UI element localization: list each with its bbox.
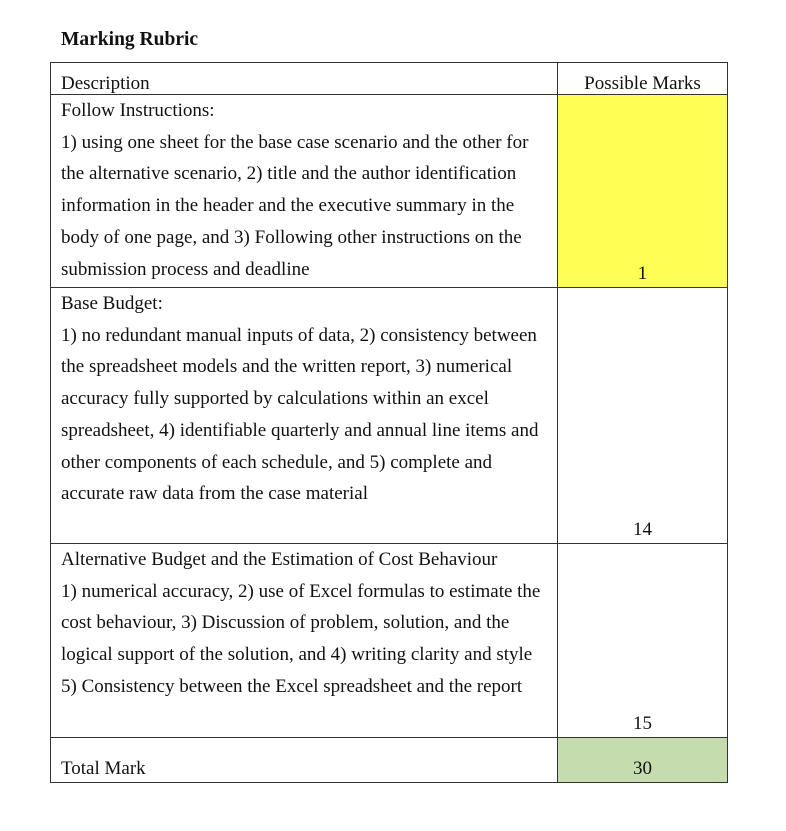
criterion-title: Follow Instructions: bbox=[61, 100, 215, 121]
criterion-description bbox=[51, 544, 558, 738]
criterion-marks-cell bbox=[558, 544, 728, 738]
rubric-heading: Marking Rubric bbox=[61, 29, 199, 50]
criterion-description bbox=[51, 95, 558, 288]
total-marks-value: 30 bbox=[633, 758, 652, 779]
marking-rubric-table bbox=[50, 62, 728, 783]
criterion-title: Alternative Budget and the Estimation of Cost Behaviour bbox=[61, 549, 498, 570]
criterion-details: 1) no redundant manual inputs of data, 2) consistency between the spreadsheet models and the written report, 3) numerical accuracy fully supported by calculations within an excel spreadsheet, 4) identifiable quarterly and annual line items and other components of each schedule, and 5) complete and accurate raw data from the case material bbox=[61, 324, 539, 505]
criterion-marks-value: 15 bbox=[633, 713, 652, 734]
rubric-row-follow-instructions bbox=[51, 95, 728, 288]
total-label-cell bbox=[51, 738, 558, 783]
criterion-details: 1) numerical accuracy, 2) use of Excel formulas to estimate the cost behaviour, 3) Discussion of problem, solution, and the logical support of the solution, and 4) writing clarity and style 5) Consistency between the Excel spreadsheet and the report bbox=[61, 580, 541, 697]
description-header: Description bbox=[51, 63, 558, 95]
criterion-description bbox=[51, 288, 558, 544]
total-row bbox=[51, 738, 728, 783]
total-marks-cell bbox=[558, 738, 728, 783]
criterion-marks-value: 14 bbox=[633, 519, 652, 540]
header-row bbox=[51, 63, 728, 95]
rubric-row-alternative-budget bbox=[51, 544, 728, 738]
total-label: Total Mark bbox=[61, 758, 146, 779]
criterion-marks-cell bbox=[558, 288, 728, 544]
criterion-marks-cell bbox=[558, 95, 728, 288]
rubric-row-base-budget bbox=[51, 288, 728, 544]
criterion-title: Base Budget: bbox=[61, 293, 163, 314]
criterion-marks-value: 1 bbox=[637, 263, 648, 284]
possible-marks-header: Possible Marks bbox=[558, 63, 728, 95]
criterion-details: 1) using one sheet for the base case scenario and the other for the alternative scenario, 2) title and the author identification information in the header and the executive summary in the body of one page, and 3) Following other instructions on the submission process and deadline bbox=[61, 131, 529, 280]
